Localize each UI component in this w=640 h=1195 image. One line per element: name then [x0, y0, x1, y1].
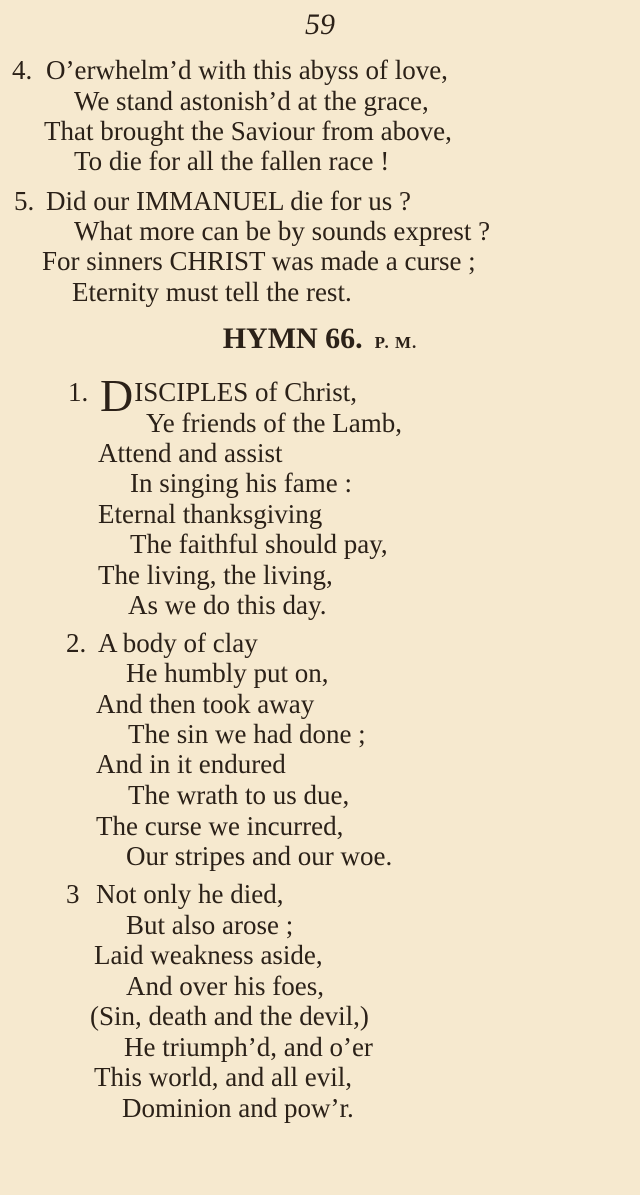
verse-line: Eternal thanksgiving: [98, 499, 323, 529]
verse-line: And over his foes,: [126, 971, 324, 1001]
stanza-number: 5.: [14, 186, 35, 216]
drop-cap: D: [100, 370, 134, 421]
stanza-number: 4.: [12, 55, 33, 85]
verse-line: What more can be by sounds exprest ?: [74, 216, 491, 246]
verse-line: He humbly put on,: [126, 658, 329, 688]
verse-line: Our stripes and our woe.: [126, 841, 393, 871]
verse-line: In singing his fame :: [130, 468, 352, 498]
verse-line: [100, 370, 358, 421]
verse-line: The curse we incurred,: [96, 811, 344, 841]
verse-line: Ye friends of the Lamb,: [146, 408, 402, 438]
verse-line: Did our IMMANUEL die for us ?: [46, 186, 411, 216]
verse-line: For sinners CHRIST was made a curse ;: [42, 246, 476, 276]
verse-line: A body of clay: [98, 628, 258, 658]
verse-line: Not only he died,: [96, 879, 284, 909]
verse-line: We stand astonish’d at the grace,: [74, 86, 429, 116]
verse-line: To die for all the fallen race !: [74, 146, 390, 176]
verse-line: The faithful should pay,: [130, 529, 388, 559]
verse-line: That brought the Saviour from above,: [44, 116, 452, 146]
stanza-number: 1.: [68, 377, 89, 407]
verse-line: As we do this day.: [128, 590, 327, 620]
verse-line: This world, and all evil,: [94, 1062, 352, 1092]
verse-line: He triumph’d, and o’er: [124, 1032, 373, 1062]
verse-line: And in it endured: [96, 749, 286, 779]
verse-line: The sin we had done ;: [128, 719, 366, 749]
verse-line: Attend and assist: [98, 438, 283, 468]
hymn-title: [0, 322, 640, 356]
stanza-number: 3: [66, 879, 80, 909]
verse-line: The wrath to us due,: [128, 780, 350, 810]
verse-line: Dominion and pow’r.: [122, 1093, 354, 1123]
hymn-meter: P. M.: [374, 333, 418, 352]
hymn-title-text: HYMN 66.: [222, 322, 363, 355]
verse-line: But also arose ;: [126, 910, 294, 940]
verse-line: O’erwhelm’d with this abyss of love,: [46, 55, 448, 85]
stanza-number: 2.: [66, 628, 87, 658]
verse-line-text: ISCIPLES of Christ,: [134, 377, 358, 407]
verse-line: (Sin, death and the devil,): [90, 1001, 369, 1031]
verse-line: The living, the living,: [98, 560, 333, 590]
verse-line: Eternity must tell the rest.: [72, 277, 352, 307]
page-number: 59: [305, 8, 335, 41]
verse-line: And then took away: [96, 689, 315, 719]
verse-line: Laid weakness aside,: [94, 940, 323, 970]
